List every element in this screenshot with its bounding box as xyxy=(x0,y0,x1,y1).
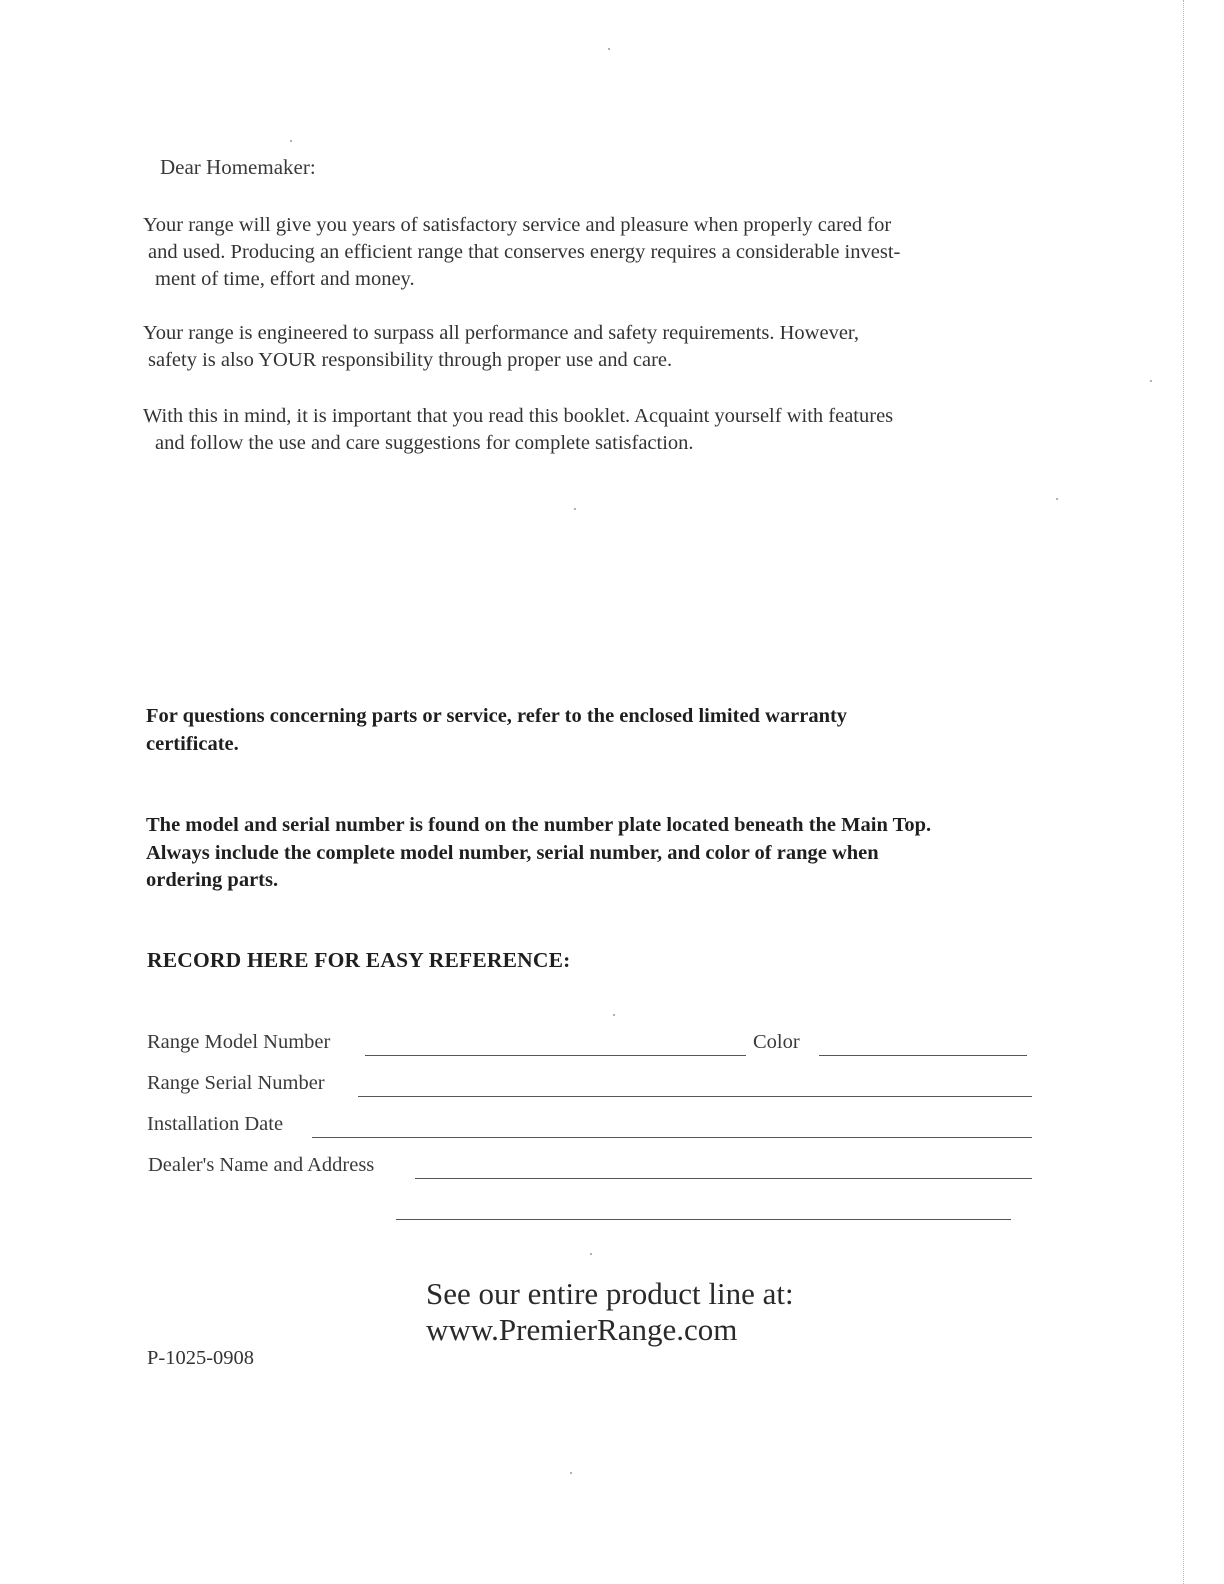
promo-text: See our entire product line at: xyxy=(426,1276,794,1311)
paragraph-line: Your range will give you years of satisfactory service and pleasure when properly cared for xyxy=(143,214,892,236)
notice-line: ordering parts. xyxy=(146,869,279,891)
letter-paragraph xyxy=(143,212,1023,293)
scan-speck xyxy=(1056,498,1058,500)
warranty-notice xyxy=(146,703,1066,758)
product-line-promo xyxy=(426,1276,794,1348)
scan-speck xyxy=(608,48,610,50)
scan-speck xyxy=(574,508,576,510)
notice-line: For questions concerning parts or service, refer to the enclosed limited warranty xyxy=(146,705,848,727)
model-number-field[interactable] xyxy=(365,1055,746,1056)
paragraph-line: and used. Producing an efficient range that conserves energy requires a considerable invest- xyxy=(148,241,901,263)
record-heading: RECORD HERE FOR EASY REFERENCE: xyxy=(147,948,571,972)
paragraph-line: and follow the use and care suggestions for complete satisfaction. xyxy=(155,432,694,454)
letter-salutation: Dear Homemaker: xyxy=(160,155,316,179)
notice-line: Always include the complete model number, serial number, and color of range when xyxy=(146,841,879,864)
scan-speck xyxy=(290,140,292,142)
serial-number-field[interactable] xyxy=(358,1096,1032,1097)
scan-speck xyxy=(613,1014,615,1016)
letter-paragraph xyxy=(143,320,1023,374)
dealer-name-field[interactable] xyxy=(415,1178,1032,1179)
model-number-label: Range Model Number xyxy=(147,1031,331,1053)
color-field[interactable] xyxy=(819,1055,1027,1056)
model-serial-notice xyxy=(146,812,1066,895)
installation-date-field[interactable] xyxy=(312,1137,1032,1138)
installation-date-label: Installation Date xyxy=(147,1113,284,1135)
document-code: P-1025-0908 xyxy=(147,1347,255,1369)
website-url: www.PremierRange.com xyxy=(426,1312,738,1347)
dealer-name-address-label: Dealer's Name and Address xyxy=(148,1154,375,1176)
color-label: Color xyxy=(753,1031,800,1053)
dealer-address-field[interactable] xyxy=(396,1219,1011,1220)
letter-paragraph xyxy=(143,403,1023,457)
scan-speck xyxy=(1150,380,1152,382)
page-edge-divider xyxy=(1183,0,1184,1584)
scan-speck xyxy=(570,1472,572,1474)
notice-line: The model and serial number is found on the number plate located beneath the Main Top. xyxy=(146,814,932,836)
notice-line: certificate. xyxy=(146,732,239,755)
paragraph-line: ment of time, effort and money. xyxy=(155,268,415,290)
paragraph-line: Your range is engineered to surpass all performance and safety requirements. However, xyxy=(143,322,860,344)
paragraph-line: With this in mind, it is important that you read this booklet. Acquaint yourself with features xyxy=(143,405,894,427)
scan-speck xyxy=(590,1253,592,1255)
serial-number-label: Range Serial Number xyxy=(147,1072,325,1094)
paragraph-line: safety is also YOUR responsibility through proper use and care. xyxy=(148,349,673,371)
